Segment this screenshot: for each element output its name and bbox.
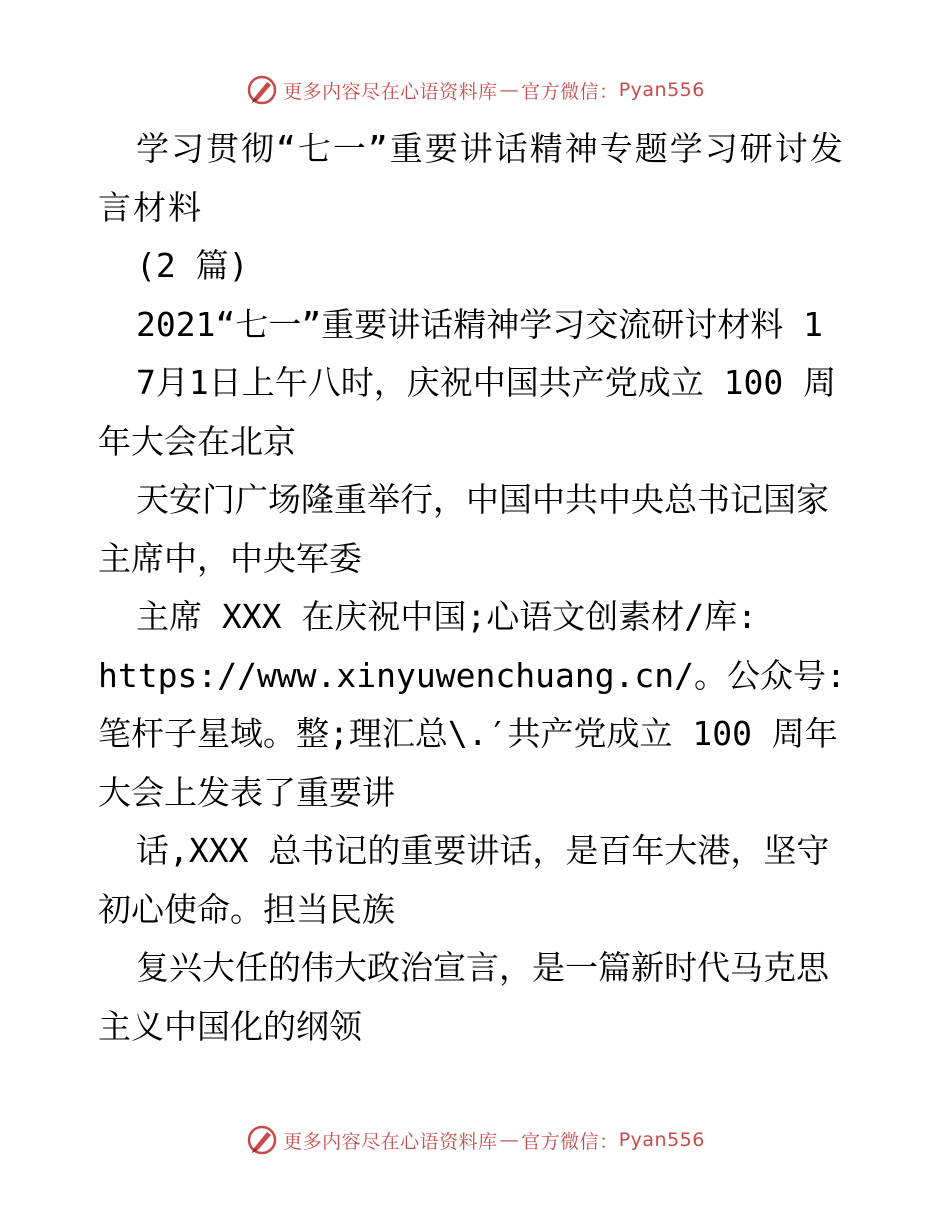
header-wechat-id: Pyan556 — [618, 79, 705, 101]
paragraph: 2021“七一”重要讲话精神学习交流研讨材料 1 — [136, 304, 823, 344]
header-wechat-label: 官方微信： — [521, 80, 619, 103]
footer-banner — [0, 1120, 950, 1160]
footer-separator: — — [499, 1129, 520, 1151]
pen-circle-icon — [245, 73, 279, 107]
document-subtitle: (2 篇) — [136, 246, 249, 285]
paragraph: https://www.xinyuwenchuang.cn/。公众号: 笔杆子星域。整;理汇总\.′共产党成立 100 周年大会上发表了重要讲 — [98, 655, 846, 812]
paragraph: 主席 XXX 在庆祝中国;心语文创素材/库: — [136, 597, 757, 636]
header-brand: 更多内容尽在心语资料库 — [283, 80, 498, 103]
document-body — [98, 120, 858, 1056]
pen-circle-icon — [245, 1123, 279, 1157]
header-separator: — — [499, 79, 520, 101]
paragraph: 复兴大任的伟大政治宣言，是一篇新时代马克思主义中国化的纲领 — [98, 948, 829, 1046]
paragraph: 话,XXX 总书记的重要讲话，是百年大港，坚守初心使命。担当民族 — [98, 831, 830, 929]
footer-wechat-id: Pyan556 — [618, 1129, 705, 1151]
paragraph: 7月1日上午八时，庆祝中国共产党成立 100 周年大会在北京 — [98, 363, 837, 461]
footer-brand: 更多内容尽在心语资料库 — [283, 1130, 498, 1153]
paragraph: 天安门广场隆重举行，中国中共中央总书记国家主席中，中央军委 — [98, 480, 829, 578]
document-title: 学习贯彻“七一”重要讲话精神专题学习研讨发言材料 — [98, 129, 845, 227]
header-banner — [0, 70, 950, 110]
footer-wechat-label: 官方微信： — [521, 1130, 619, 1153]
